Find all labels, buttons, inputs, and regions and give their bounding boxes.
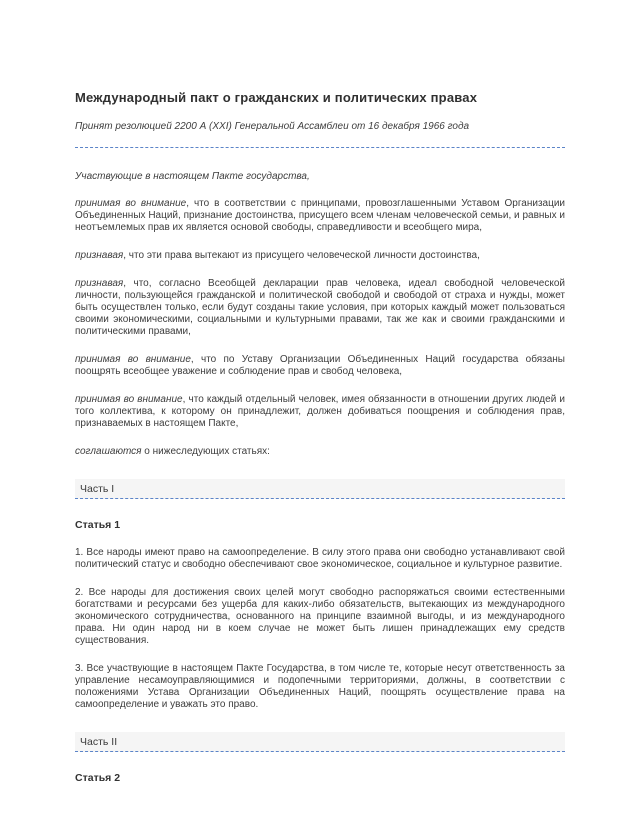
paragraph-text: , что каждый отдельный человек, имея обязанности в отношении других людей и того коллектива, к которому он принадлежит, должен добиваться поощрения и соблюдения прав, признаваемых в настоящем Пакте,: [75, 394, 566, 429]
preamble-paragraph: [75, 278, 565, 338]
preamble-paragraph: [75, 250, 565, 262]
section-heading-part-2: Часть II: [75, 732, 565, 752]
article-paragraph: 1. Все народы имеют право на самоопределение. В силу этого права они свободно устанавливают свой политический статус и свободно обеспечивают свое экономическое, социальное и культурное развитие.: [75, 547, 565, 570]
preamble-paragraph: [75, 446, 565, 458]
paragraph-lead: признавая: [75, 278, 124, 289]
paragraph-lead: признавая: [75, 250, 124, 261]
preamble-paragraph: [75, 198, 565, 234]
document-subtitle: Принят резолюцией 2200 А (XXI) Генеральной Ассамблеи от 16 декабря 1966 года: [75, 121, 470, 132]
paragraph-text: , что, согласно Всеобщей декларации прав человека, идеал свободной человеческой личности, пользующейся гражданской и политической свободой и свободой от страха и нужды, может быть осуществлен только, если будут созданы такие условия, при которых каждый может пользоваться своими экономическими, социальными и культурными правами, так же как и своими гражданскими и политическими правами,: [75, 278, 565, 337]
paragraph-text: о нижеследующих статьях:: [141, 446, 270, 457]
preamble-paragraph: [75, 354, 565, 378]
paragraph-lead: принимая во внимание: [75, 198, 187, 209]
paragraph-text: , что по Уставу Организации Объединенных Наций государства обязаны поощрять всеобщее уважение и соблюдение прав и свобод человека,: [75, 354, 565, 377]
article-paragraph: 2. Все народы для достижения своих целей могут свободно распоряжаться своими естественными богатствами и ресурсами без ущерба для каких-либо обязательств, вытекающих из международного экономического сотрудничества, основанного на принципе взаимной выгоды, и из международного права. Ни один народ ни в коем случае не может быть лишен принадлежащих ему средств существования.: [75, 587, 565, 646]
article-title-1: Статья 1: [75, 519, 121, 531]
section-heading-part-1: Часть I: [75, 479, 565, 499]
article-paragraph: 3. Все участвующие в настоящем Пакте Государства, в том числе те, которые несут ответственность за управление несамоуправляющимися и подопечными территориями, должны, в соответствии с положениями Устава Организации Объединенных Наций, поощрять осуществление права на самоопределение и уважать это право.: [75, 663, 565, 710]
preamble-intro: Участвующие в настоящем Пакте государства,: [75, 171, 310, 182]
paragraph-lead: принимая во внимание: [75, 354, 191, 365]
paragraph-lead: соглашаются: [75, 446, 142, 457]
dotted-divider: [75, 147, 565, 148]
article-title-2: Статья 2: [75, 772, 121, 784]
paragraph-lead: принимая во внимание: [75, 394, 183, 405]
paragraph-text: , что в соответствии с принципами, провозглашенными Уставом Организации Объединенных Наций, признание достоинства, присущего всем членам человеческой семьи, и равных и неотъемлемых прав их является основой свободы, справедливости и всеобщего мира,: [75, 198, 565, 233]
preamble-paragraph: [75, 394, 565, 430]
paragraph-text: , что эти права вытекают из присущего человеческой личности достоинства,: [123, 250, 480, 261]
document-title: Международный пакт о гражданских и политических правах: [75, 90, 478, 105]
